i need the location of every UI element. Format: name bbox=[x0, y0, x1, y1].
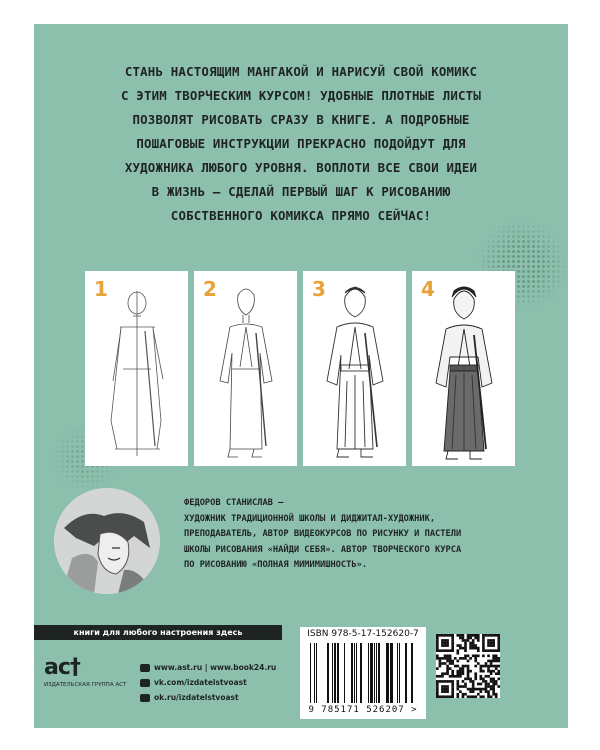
link-ok[interactable] bbox=[140, 690, 276, 705]
blurb-line: СОБСТВЕННОГО КОМИКСА ПРЯМО СЕЙЧАС! bbox=[170, 208, 432, 223]
link-text: ok.ru/izdatelstvoast bbox=[154, 692, 239, 702]
cover-blurb bbox=[54, 60, 548, 228]
publisher-caption: ИЗДАТЕЛЬСКАЯ ГРУППА АСТ bbox=[44, 682, 127, 688]
qr-code-icon bbox=[436, 634, 500, 698]
sketch-figure-shaded bbox=[412, 271, 515, 466]
blurb-line: СТАНЬ НАСТОЯЩИМ МАНГАКОЙ И НАРИСУЙ СВОЙ КОМИКС bbox=[124, 64, 478, 79]
blurb-line: С ЭТИМ ТВОРЧЕСКИМ КУРСОМ! УДОБНЫЕ ПЛОТНЫЕ ЛИСТЫ bbox=[120, 88, 481, 103]
publisher-logo bbox=[44, 655, 127, 688]
blurb-line: ПОЗВОЛЯТ РИСОВАТЬ СРАЗУ В КНИГЕ. А ПОДРОБНЫЕ bbox=[132, 112, 470, 127]
blurb-line: В ЖИЗНЬ — СДЕЛАЙ ПЕРВЫЙ ШАГ К РИСОВАНИЮ bbox=[151, 184, 451, 199]
step-number: 3 bbox=[312, 277, 326, 301]
bio-line: ФЕДОРОВ СТАНИСЛАВ — bbox=[184, 498, 284, 508]
step-panel-3 bbox=[303, 271, 406, 466]
sketch-figure-guidelines bbox=[85, 271, 188, 466]
bio-line: ПО РИСОВАНИЮ «ПОЛНАЯ МИМИМИШНОСТЬ». bbox=[184, 560, 368, 570]
link-website[interactable] bbox=[140, 660, 276, 675]
ok-icon bbox=[140, 694, 150, 702]
bio-line: ХУДОЖНИК ТРАДИЦИОННОЙ ШКОЛЫ И ДИДЖИТАЛ-ХУДОЖНИК, bbox=[184, 513, 436, 524]
step-number: 1 bbox=[94, 277, 108, 301]
sketch-figure-detailed bbox=[303, 271, 406, 466]
globe-icon bbox=[140, 664, 150, 672]
back-cover bbox=[34, 24, 568, 728]
isbn-barcode bbox=[300, 627, 426, 719]
publisher-links bbox=[140, 660, 276, 705]
isbn-number: ISBN 978-5-17-152620-7 bbox=[307, 629, 419, 639]
bio-line: ПРЕПОДАВАТЕЛЬ, АВТОР ВИДЕОКУРСОВ ПО РИСУНКУ И ПАСТЕЛИ bbox=[184, 529, 462, 539]
blurb-line: ХУДОЖНИКА ЛЮБОГО УРОВНЯ. ВОПЛОТИ ВСЕ СВОИ ИДЕИ bbox=[124, 160, 478, 175]
sketch-figure-outline bbox=[194, 271, 297, 466]
step-panel-4 bbox=[412, 271, 515, 466]
link-vk[interactable] bbox=[140, 675, 276, 690]
author-portrait bbox=[54, 488, 160, 594]
tagline-banner: книги для любого настроения здесь bbox=[34, 625, 282, 640]
ast-logo-icon: ac† bbox=[44, 655, 80, 680]
qr-code[interactable] bbox=[436, 634, 500, 698]
vk-icon bbox=[140, 679, 150, 687]
link-text: vk.com/izdatelstvoast bbox=[154, 677, 247, 687]
bio-line: ШКОЛЫ РИСОВАНИЯ «НАЙДИ СЕБЯ». АВТОР ТВОРЧЕСКОГО КУРСА bbox=[184, 544, 462, 555]
step-number: 4 bbox=[421, 277, 435, 301]
link-text: www.ast.ru | www.book24.ru bbox=[154, 662, 277, 672]
barcode-digits: 9 785171 526207 > bbox=[308, 705, 418, 715]
author-bio bbox=[184, 496, 564, 574]
step-panel-1 bbox=[85, 271, 188, 466]
step-number: 2 bbox=[203, 277, 217, 301]
step-panel-2 bbox=[194, 271, 297, 466]
blurb-line: ПОШАГОВЫЕ ИНСТРУКЦИИ ПРЕКРАСНО ПОДОЙДУТ ДЛЯ bbox=[136, 136, 466, 151]
